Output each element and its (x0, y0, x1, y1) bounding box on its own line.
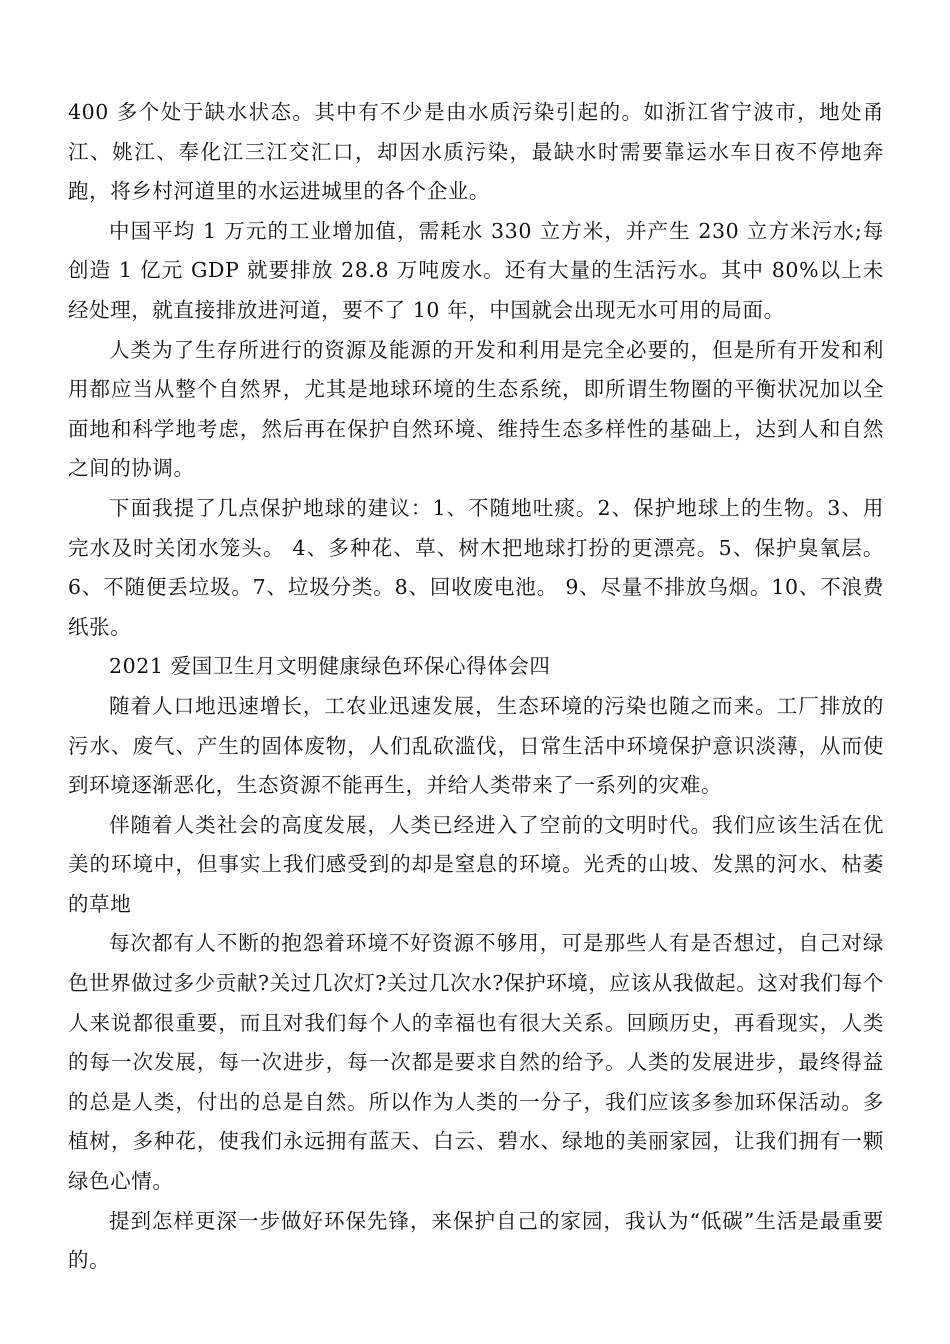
paragraph-continuation: 400 多个处于缺水状态。其中有不少是由水质污染引起的。如浙江省宁波市，地处甬江、姚江、奉化江三江交汇口，却因水质污染，最缺水时需要靠运水车日夜不停地奔跑，将乡村河道里的水运进城里的各个企业。 (68, 100, 884, 204)
paragraph-population-growth: 随着人口地迅速增长，工农业迅速发展，生态环境的污染也随之而来。工厂排放的污水、废气、产生的固体废物，人们乱砍滥伐，日常生活中环境保护意识淡薄，从而使到环境逐渐恶化，生态资源不能再生，并给人类带来了一系列的灾难。 (68, 693, 884, 798)
paragraph-resource-development: 人类为了生存所进行的资源及能源的开发和利用是完全必要的，但是所有开发和利用都应当从整个自然界，尤其是地球环境的生态系统，即所谓生物圈的平衡状况加以全面地和科学地考虑，然后再在保护自然环境、维持生态多样性的基础上，达到人和自然之间的协调。 (68, 337, 884, 481)
paragraph-water-usage: 中国平均 1 万元的工业增加值，需耗水 330 立方米，并产生 230 立方米污水;每创造 1 亿元 GDP 就要排放 28.8 万吨废水。还有大量的生活污水。其中 80%以上未经处理，就直接排放进河道，要不了 10 年，中国就会出现无水可用的局面。 (68, 218, 884, 322)
paragraph-complaints: 每次都有人不断的抱怨着环境不好资源不够用，可是那些人有是否想过，自己对绿色世界做过多少贡献?关过几次灯?关过几次水?保护环境，应该从我做起。这对我们每个人来说都很重要，而且对我们每个人的幸福也有很大关系。回顾历史，再看现实，人类的每一次发展，每一次进步，每一次都是要求自然的给予。人类的发展进步，最终得益的总是人类，付出的总是自然。所以作为人类的一分子，我们应该多参加环保活动。多植树，多种花，使我们永远拥有蓝天、白云、碧水、绿地的美丽家园，让我们拥有一颗绿色心情。 (68, 931, 884, 1194)
paragraph-low-carbon: 提到怎样更深一步做好环保先锋，来保护自己的家园，我认为“低碳”生活是最重要的。 (68, 1208, 884, 1273)
paragraph-suggestions: 下面我提了几点保护地球的建议：1、不随地吐痰。2、保护地球上的生物。3、用完水及时关闭水笼头。 4、多种花、草、树木把地球打扮的更漂亮。5、保护臭氧层。6、不随便丢垃圾。7、垃圾分类。8、回收废电池。 9、尽量不排放乌烟。10、不浪费纸张。 (68, 495, 884, 639)
paragraph-civilization: 伴随着人类社会的高度发展，人类已经进入了空前的文明时代。我们应该生活在优美的环境中，但事实上我们感受到的却是窒息的环境。光秃的山坡、发黑的河水、枯萎的草地 (68, 812, 884, 916)
section-heading: 2021 爱国卫生月文明健康绿色环保心得体会四 (109, 654, 551, 679)
document-page (68, 93, 884, 1281)
